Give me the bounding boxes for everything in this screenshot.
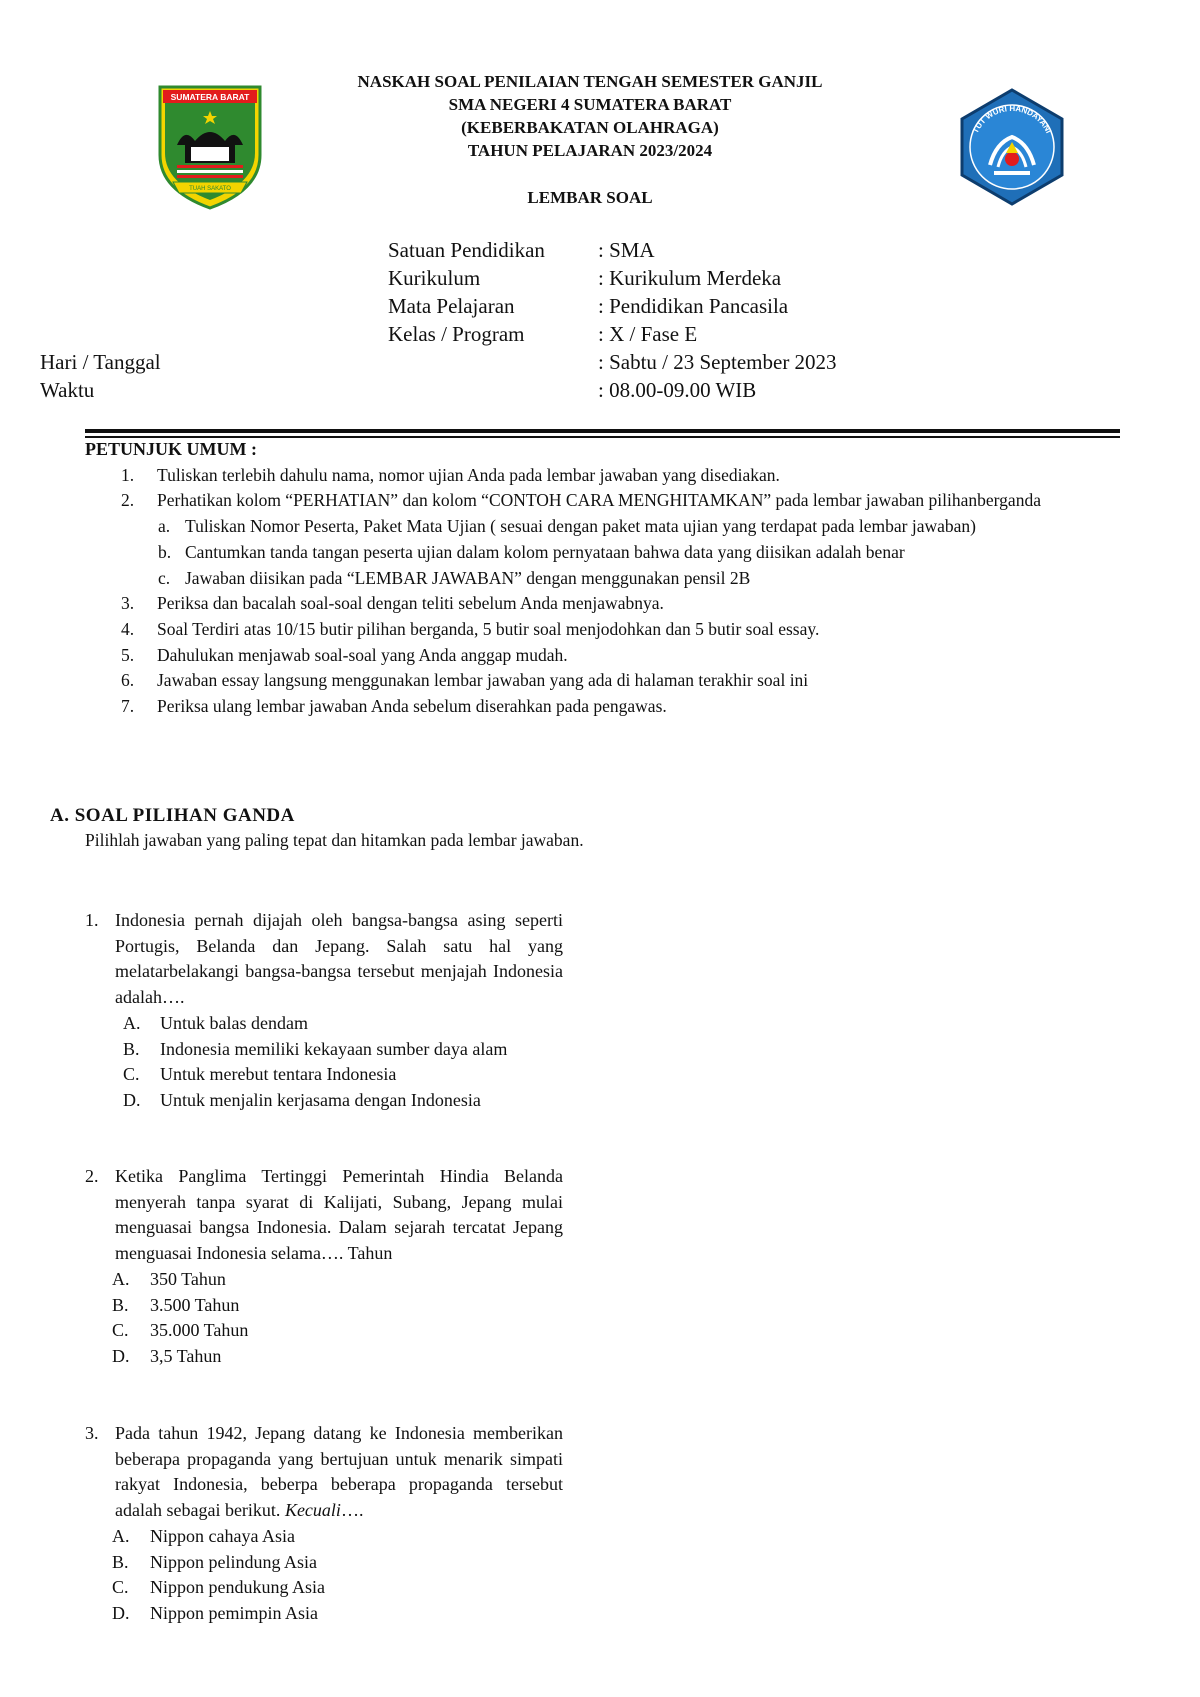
question-body: Indonesia pernah dijajah oleh bangsa-bangsa asing seperti Portugis, Belanda dan Jepang. Salah satu hal yang melatarbelakangi bangsa-bangsa tersebut menjajah Indonesia adalah…. [115,910,563,1008]
question-number: 2. [85,1166,99,1186]
meta-label: Waktu [40,378,95,402]
question-text [85,908,563,1011]
section-title: A. SOAL PILIHAN GANDA [50,805,295,826]
header-line-4: TAHUN PELAJARAN 2023/2024 [467,141,713,160]
meta-label: Satuan Pendidikan [388,238,545,262]
instruction-item [85,694,1120,720]
instruction-number: 6. [121,670,135,691]
question-text [85,1421,563,1524]
instruction-text: Tuliskan terlebih dahulu nama, nomor ujian Anda pada lembar jawaban yang disediakan. [157,464,780,485]
logo-motto-text: TUT WURI HANDAYANI [970,103,1054,135]
instruction-text: Soal Terdiri atas 10/15 butir pilihan berganda, 5 butir soal menjodohkan dan 5 butir soal essay. [157,618,820,639]
instruction-text: Jawaban essay langsung menggunakan lembar jawaban yang ada di halaman terakhir soal ini [157,670,809,691]
instruction-item [85,591,1120,617]
option-letter: A. [123,1012,141,1033]
option-letter: C. [112,1577,129,1598]
option-letter: B. [112,1294,129,1315]
question-suffix: …. [340,1500,364,1521]
header-line-2: SMA NEGERI 4 SUMATERA BARAT [448,95,732,114]
question-3 [85,1421,563,1627]
option-letter: D. [112,1602,130,1623]
instruction-number: 3. [121,593,135,614]
instruction-item [85,488,1120,514]
option-text: 350 Tahun [150,1268,226,1289]
option-letter: A. [112,1268,130,1289]
instruction-number: 4. [121,618,135,639]
option-text: Nippon pendukung Asia [150,1577,325,1598]
instruction-text: Perhatikan kolom “PERHATIAN” dan kolom “CONTOH CARA MENGHITAMKAN” pada lembar jawaban pilihanberganda [157,490,1041,511]
meta-label: Kurikulum [388,266,481,290]
option-text: 35.000 Tahun [150,1320,249,1341]
instruction-item [85,643,1120,669]
option-text: Untuk merebut tentara Indonesia [160,1064,397,1085]
instructions-title: PETUNJUK UMUM : [85,439,257,459]
question-1 [85,908,563,1114]
section-description: Pilihlah jawaban yang paling tepat dan hitamkan pada lembar jawaban. [85,830,584,850]
option-text: Nippon pelindung Asia [150,1551,317,1572]
subitem-text: Tuliskan Nomor Peserta, Paket Mata Ujian ( sesuai dengan paket mata ujian yang terdapat pada lembar jawaban) [185,516,976,537]
answer-option[interactable] [85,1601,563,1627]
option-letter: A. [112,1525,130,1546]
instruction-subitem [85,566,1120,592]
instruction-item [85,463,1120,489]
meta-value: : Kurikulum Merdeka [598,266,782,290]
question-emphasis: Kecuali [284,1500,341,1521]
meta-value: : Sabtu / 23 September 2023 [598,350,837,374]
answer-option[interactable] [85,1524,563,1550]
option-letter: D. [112,1345,130,1366]
option-letter: B. [112,1551,129,1572]
instruction-number: 5. [121,644,135,665]
subitem-text: Cantumkan tanda tangan peserta ujian dalam kolom pernyataan bahwa data yang diisikan adalah benar [185,541,905,562]
answer-option[interactable] [85,1550,563,1576]
logo-banner-text: SUMATERA BARAT [170,92,250,102]
instruction-subitem [85,540,1120,566]
answer-option[interactable] [85,1575,563,1601]
answer-option[interactable] [85,1011,563,1037]
answer-option[interactable] [85,1293,563,1319]
meta-value: : X / Fase E [598,322,698,346]
meta-label: Kelas / Program [388,322,525,346]
header-line-1: NASKAH SOAL PENILAIAN TENGAH SEMESTER GANJIL [357,72,823,91]
instruction-item [85,668,1120,694]
option-text: Indonesia memiliki kekayaan sumber daya alam [160,1038,508,1059]
answer-option[interactable] [85,1267,563,1293]
instruction-number: 7. [121,696,135,717]
header-divider-thick [85,429,1120,433]
option-text: Untuk balas dendam [160,1012,308,1033]
question-body: Pada tahun 1942, Jepang datang ke Indonesia memberikan beberapa propaganda yang bertujuan untuk menarik simpati rakyat Indonesia, beberpa beberapa propaganda tersebut adalah sebagai berikut. [115,1423,563,1521]
logo-ribbon-text: TUAH SAKATO [189,186,231,192]
answer-option[interactable] [85,1344,563,1370]
option-text: 3,5 Tahun [150,1345,222,1366]
option-letter: C. [112,1320,129,1341]
option-text: 3.500 Tahun [150,1294,240,1315]
answer-option[interactable] [85,1062,563,1088]
subitem-letter: c. [158,567,171,588]
header-line-3: (KEBERBAKATAN OLAHRAGA) [461,118,719,137]
option-letter: D. [123,1089,141,1110]
subitem-letter: b. [158,541,172,562]
instruction-text: Periksa dan bacalah soal-soal dengan teliti sebelum Anda menjawabnya. [157,593,664,614]
question-body: Ketika Panglima Tertinggi Pemerintah Hindia Belanda menyerah tanpa syarat di Kalijati, Subang, Jepang mulai menguasai bangsa Indonesia. Dalam sejarah tercatat Jepang menguasai Indonesia selama…. Tahun [115,1166,563,1264]
instruction-text: Dahulukan menjawab soal-soal yang Anda anggap mudah. [157,644,568,665]
option-letter: B. [123,1038,140,1059]
question-2 [85,1164,563,1370]
answer-option[interactable] [85,1037,563,1063]
question-number: 3. [85,1423,99,1443]
option-letter: C. [123,1064,140,1085]
instruction-item [85,617,1120,643]
answer-option[interactable] [85,1318,563,1344]
meta-value: : 08.00-09.00 WIB [598,378,757,402]
answer-option[interactable] [85,1088,563,1114]
subtitle: LEMBAR SOAL [527,188,653,207]
sumatera-barat-logo [155,85,265,210]
subitem-text: Jawaban diisikan pada “LEMBAR JAWABAN” dengan menggunakan pensil 2B [185,567,751,588]
option-text: Untuk menjalin kerjasama dengan Indonesia [160,1089,481,1110]
general-instructions [85,437,1120,720]
option-text: Nippon cahaya Asia [150,1525,295,1546]
meta-label: Hari / Tanggal [40,350,161,374]
instruction-subitem [85,514,1120,540]
instruction-number: 1. [121,464,135,485]
meta-label: Mata Pelajaran [388,294,515,318]
meta-value: : SMA [598,238,655,262]
option-text: Nippon pemimpin Asia [150,1602,318,1623]
question-text [85,1164,563,1267]
question-number: 1. [85,910,99,930]
meta-value: : Pendidikan Pancasila [598,294,789,318]
tut-wuri-handayani-logo [952,87,1072,207]
subitem-letter: a. [158,516,171,537]
instruction-number: 2. [121,490,135,511]
instruction-text: Periksa ulang lembar jawaban Anda sebelum diserahkan pada pengawas. [157,696,667,717]
